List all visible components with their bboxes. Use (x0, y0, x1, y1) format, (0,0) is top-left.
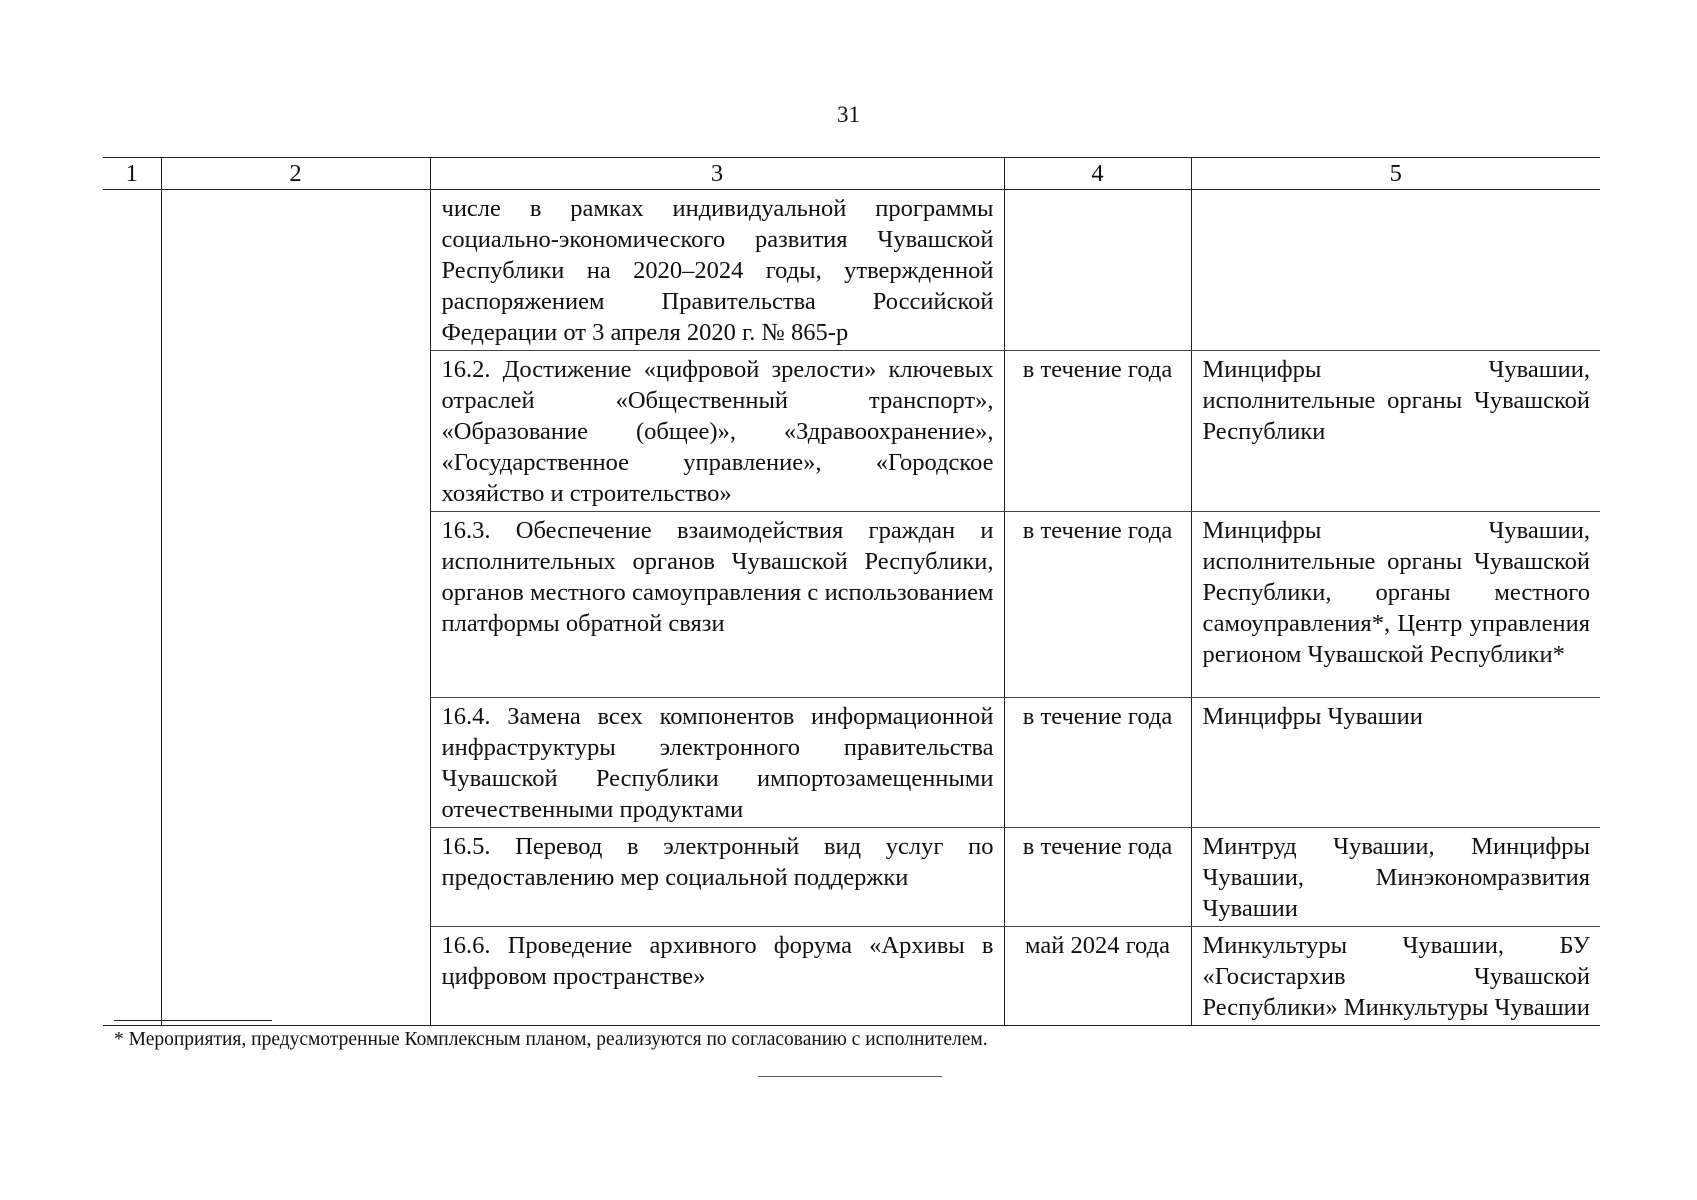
action-plan-table (103, 157, 1600, 1026)
cell-measure: 16.5. Перевод в электронный вид услуг по предоставлению мер социальной поддержки (430, 828, 1004, 927)
cell-responsible: Минтруд Чувашии, Минцифры Чувашии, Минэкономразвития Чувашии (1191, 828, 1600, 927)
cell-measure: 16.3. Обеспечение взаимодействия граждан и исполнительных органов Чувашской Республики, органов местного самоуправления с использованием платформы обратной связи (430, 512, 1004, 698)
cell-term: в течение года (1004, 351, 1191, 512)
cell-measure: 16.4. Замена всех компонентов информационной инфраструктуры электронного правительства Чувашской Республики импортозамещенными отечественными продуктами (430, 698, 1004, 828)
cell-term: в течение года (1004, 828, 1191, 927)
table-header-row (103, 158, 1600, 190)
table-row (103, 190, 1600, 351)
cell-term: май 2024 года (1004, 927, 1191, 1026)
cell-responsible (1191, 190, 1600, 351)
cell-responsible: Минцифры Чувашии (1191, 698, 1600, 828)
cell-measure: числе в рамках индивидуальной программы социально-экономического развития Чувашской Республики на 2020–2024 годы, утвержденной распоряжением Правительства Российской Федерации от 3 апреля 2020 г. № 865-р (430, 190, 1004, 351)
cell-responsible: Минцифры Чувашии, исполнительные органы Чувашской Республики, органы местного самоуправления*, Центр управления регионом Чувашской Республики* (1191, 512, 1600, 698)
cell-section-empty (161, 190, 430, 1026)
end-of-page-rule (758, 1076, 942, 1077)
column-number-5: 5 (1191, 158, 1600, 190)
column-number-1: 1 (103, 158, 161, 190)
footnote-separator (114, 1020, 272, 1021)
cell-term: в течение года (1004, 512, 1191, 698)
cell-measure: 16.2. Достижение «цифровой зрелости» ключевых отраслей «Общественный транспорт», «Образование (общее)», «Здравоохранение», «Государственное управление», «Городское хозяйство и строительство» (430, 351, 1004, 512)
cell-responsible: Минцифры Чувашии, исполнительные органы Чувашской Республики (1191, 351, 1600, 512)
cell-term (1004, 190, 1191, 351)
cell-responsible: Минкультуры Чувашии, БУ «Госистархив Чувашской Республики» Минкультуры Чувашии (1191, 927, 1600, 1026)
column-number-3: 3 (430, 158, 1004, 190)
footnote: * Мероприятия, предусмотренные Комплексным планом, реализуются по согласованию с исполнителем. (114, 1029, 988, 1050)
page-number: 31 (837, 102, 860, 127)
cell-term: в течение года (1004, 698, 1191, 828)
column-number-2: 2 (161, 158, 430, 190)
cell-number-empty (103, 190, 161, 1026)
column-number-4: 4 (1004, 158, 1191, 190)
cell-measure: 16.6. Проведение архивного форума «Архивы в цифровом пространстве» (430, 927, 1004, 1026)
